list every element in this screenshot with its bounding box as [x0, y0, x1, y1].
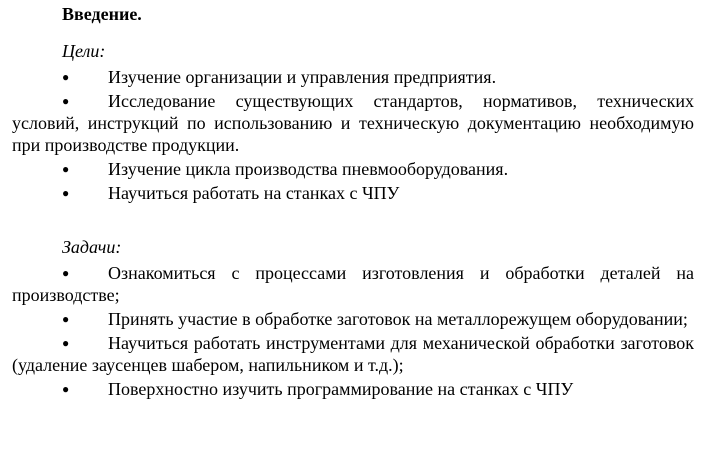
goals-item — [12, 90, 694, 156]
goals-item-text: Изучение цикла производства пневмооборудования. — [108, 159, 509, 179]
tasks-item — [12, 262, 694, 306]
tasks-item-text: Ознакомиться с процессами изготовления и обработки деталей на производстве; — [12, 263, 694, 305]
bullet-icon: ● — [62, 186, 70, 200]
goals-item-text: Исследование существующих стандартов, нормативов, технических условий, инструкций по использованию и техническую документацию необходимую при производстве продукции. — [12, 91, 694, 155]
tasks-item — [12, 332, 694, 376]
goals-item — [12, 158, 694, 180]
tasks-item-text: Научиться работать инструментами для механической обработки заготовок (удаление заусенцев шабером, напильником и т.д.); — [12, 333, 694, 375]
bullet-icon: ● — [62, 70, 70, 84]
bullet-icon: ● — [62, 94, 70, 108]
bullet-icon: ● — [62, 266, 70, 280]
tasks-item — [12, 308, 694, 330]
tasks-title: Задачи: — [62, 237, 122, 257]
goals-item — [12, 66, 694, 88]
tasks-item-text: Принять участие в обработке заготовок на металлорежущем оборудовании; — [108, 309, 688, 329]
bullet-icon: ● — [62, 312, 70, 326]
goals-item-text: Изучение организации и управления предприятия. — [108, 67, 497, 87]
bullet-icon: ● — [62, 382, 70, 396]
bullet-icon: ● — [62, 162, 70, 176]
bullet-icon: ● — [62, 336, 70, 350]
goals-item-text: Научиться работать на станках с ЧПУ — [108, 183, 400, 203]
tasks-list — [12, 262, 694, 402]
page-heading: Введение. — [62, 4, 142, 24]
tasks-item-text: Поверхностно изучить программирование на станках с ЧПУ — [108, 379, 574, 399]
goals-title: Цели: — [62, 41, 106, 61]
goals-item — [12, 182, 694, 204]
tasks-item — [12, 378, 694, 400]
goals-list — [12, 66, 694, 206]
